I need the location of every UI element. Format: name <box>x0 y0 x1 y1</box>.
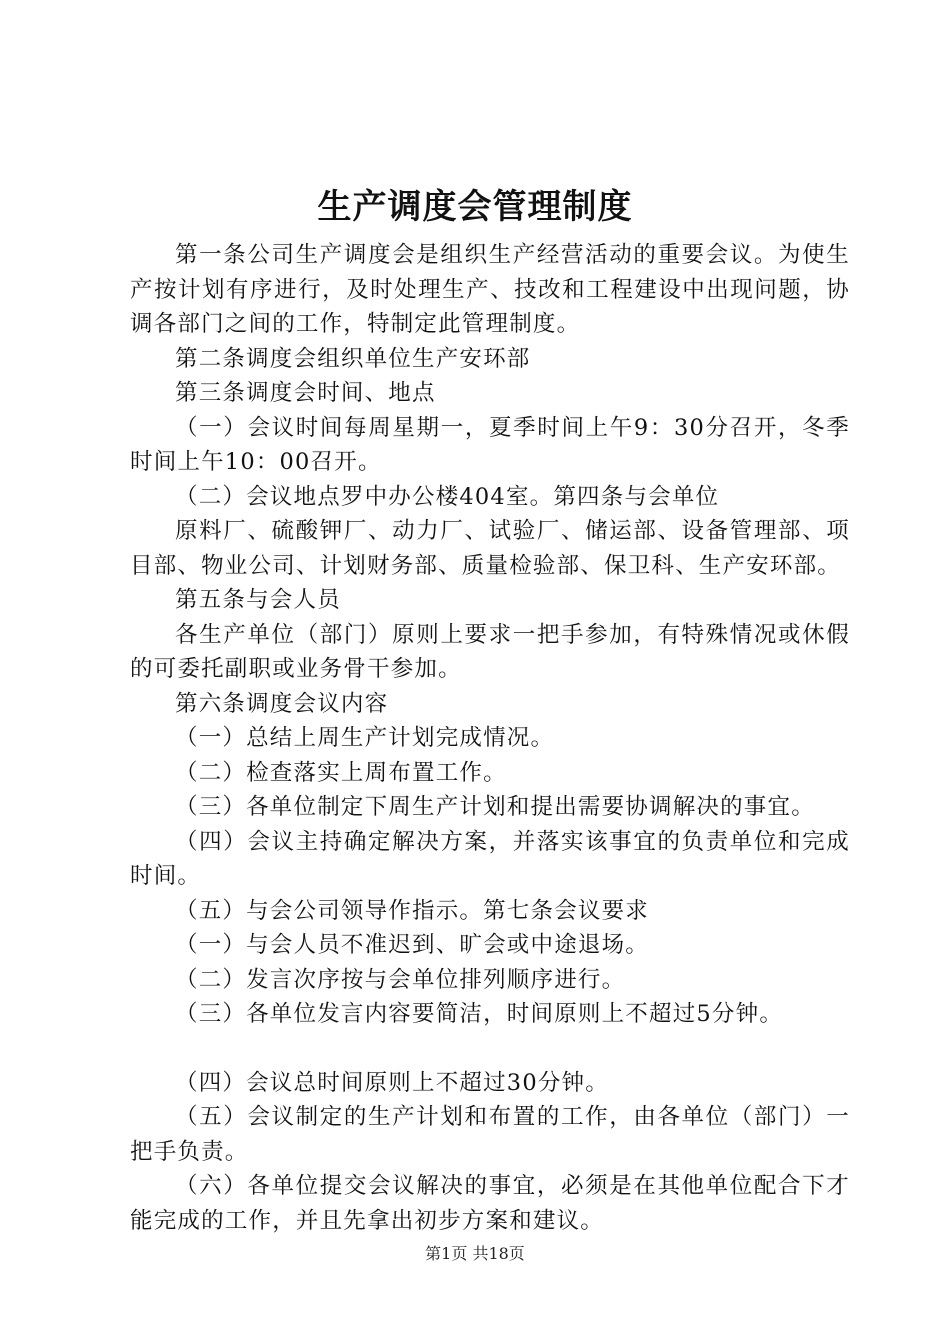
paragraph-article-4-units: 原料厂、硫酸钾厂、动力厂、试验厂、储运部、设备管理部、项目部、物业公司、计划财务部、质量检验部、保卫科、生产安环部。 <box>130 518 850 579</box>
paragraph-article-6-item-4: （四）会议主持确定解决方案，并落实该事宜的负责单位和完成时间。 <box>130 828 850 889</box>
paragraph-article-5-body: 各生产单位（部门）原则上要求一把手参加，有特殊情况或休假的可委托副职或业务骨干参加。 <box>130 621 850 682</box>
paragraph-article-5: 第五条与会人员 <box>175 587 341 613</box>
paragraph-article-7-item-5: （五）会议制定的生产计划和布置的工作，由各单位（部门）一把手负责。 <box>130 1104 850 1165</box>
paragraph-article-3: 第三条调度会时间、地点 <box>175 380 436 406</box>
paragraph-article-7-item-4: （四）会议总时间原则上不超过30分钟。 <box>175 1069 609 1096</box>
paragraph-article-7-item-2: （二）发言次序按与会单位排列顺序进行。 <box>175 966 626 993</box>
paragraph-article-6-item-3: （三）各单位制定下周生产计划和提出需要协调解决的事宜。 <box>175 794 815 820</box>
document-title: 生产调度会管理制度 <box>317 187 633 227</box>
paragraph-article-6-item-2: （二）检查落实上周布置工作。 <box>175 759 507 786</box>
document-body <box>130 238 850 1238</box>
paragraph-article-6: 第六条调度会议内容 <box>175 690 389 717</box>
paragraph-article-6-item-5: （五）与会公司领导作指示。第七条会议要求 <box>175 897 650 924</box>
paragraph-article-7-item-1: （一）与会人员不准迟到、旷会或中途退场。 <box>175 932 650 958</box>
page-footer: 第1页 共18页 <box>425 1244 525 1263</box>
paragraph-article-2: 第二条调度会组织单位生产安环部 <box>175 345 531 372</box>
paragraph-article-3-item-2: （二）会议地点罗中办公楼404室。第四条与会单位 <box>175 483 720 510</box>
paragraph-article-3-item-1: （一）会议时间每周星期一，夏季时间上午9：30分召开，冬季时间上午10：00召开。 <box>130 414 850 475</box>
paragraph-article-6-item-1: （一）总结上周生产计划完成情况。 <box>175 725 555 751</box>
paragraph-article-7-item-3: （三）各单位发言内容要简洁，时间原则上不超过5分钟。 <box>175 1001 784 1027</box>
paragraph-article-7-item-6: （六）各单位提交会议解决的事宜，必须是在其他单位配合下才能完成的工作，并且先拿出初步方案和建议。 <box>130 1173 850 1234</box>
paragraph-article-1: 第一条公司生产调度会是组织生产经营活动的重要会议。为使生产按计划有序进行，及时处理生产、技改和工程建设中出现问题，协调各部门之间的工作，特制定此管理制度。 <box>130 242 850 337</box>
